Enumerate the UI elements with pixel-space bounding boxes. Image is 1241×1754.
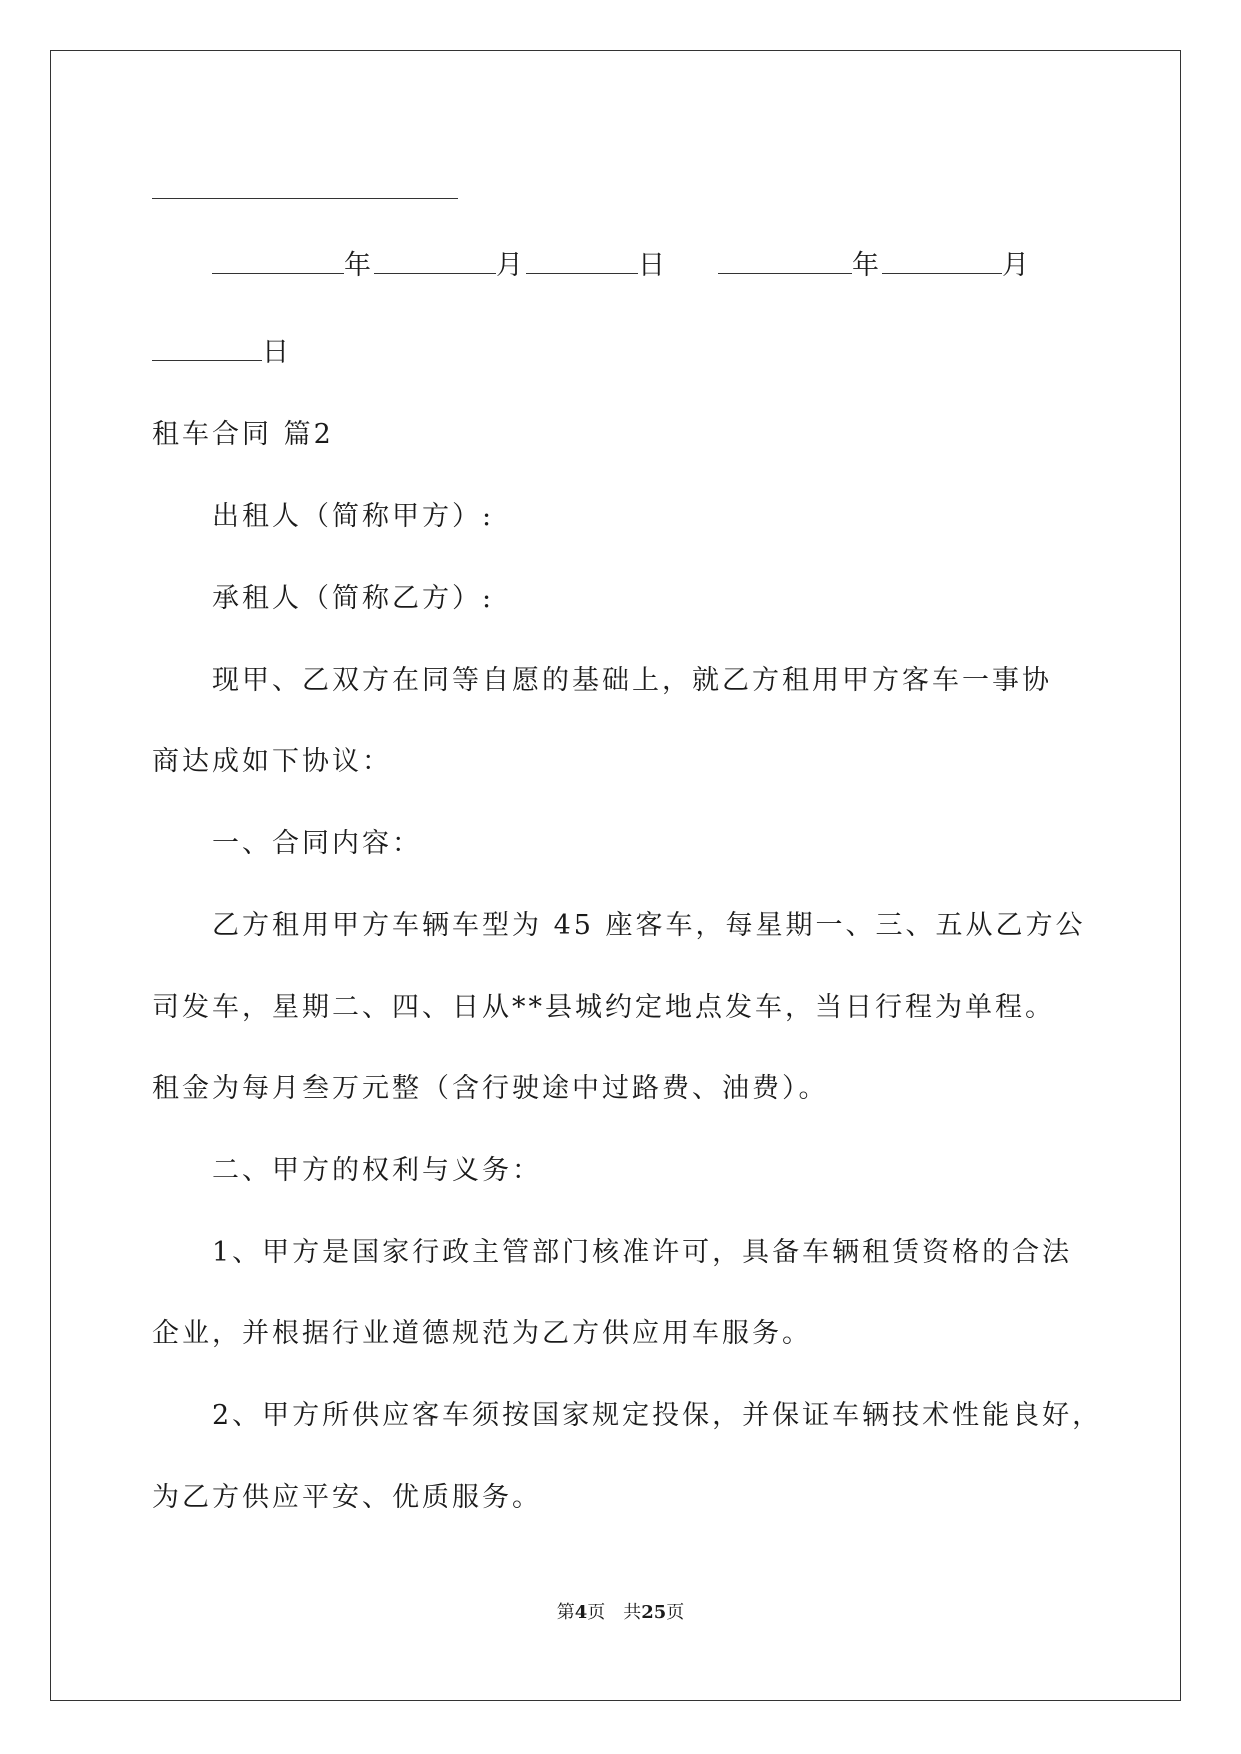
lessor-line: 出租人（简称甲方）: <box>212 501 495 532</box>
month-blank-2[interactable] <box>882 251 1002 274</box>
footer-mid: 页 共 <box>587 1602 642 1623</box>
day-blank-1[interactable] <box>526 251 638 274</box>
lessee-line: 承租人（简称乙方）: <box>212 583 495 614</box>
year-blank-2[interactable] <box>718 251 852 274</box>
day-label-2: 日 <box>262 337 292 368</box>
page-border <box>50 50 1181 1701</box>
section-title: 租车合同 篇2 <box>152 419 334 450</box>
para-3-line-2: 为乙方供应平安、优质服务。 <box>152 1482 542 1513</box>
para-2-line-2: 企业，并根据行业道德规范为乙方供应用车服务。 <box>152 1318 812 1349</box>
date-row-continued <box>152 336 292 370</box>
para-3-line-1: 2、甲方所供应客车须按国家规定投保，并保证车辆技术性能良好， <box>212 1400 1103 1431</box>
footer-total-pages: 25 <box>641 1602 667 1623</box>
year-blank-1[interactable] <box>212 251 344 274</box>
footer-prefix: 第 <box>556 1602 575 1623</box>
month-label-2: 月 <box>1002 250 1032 281</box>
date-row <box>212 249 1032 283</box>
intro-line-1: 现甲、乙双方在同等自愿的基础上，就乙方租用甲方客车一事协 <box>212 665 1052 696</box>
signature-line <box>152 198 458 199</box>
month-label-1: 月 <box>496 250 526 281</box>
heading-party-a-rights: 二、甲方的权利与义务： <box>212 1155 542 1186</box>
heading-contract-content: 一、合同内容： <box>212 828 422 859</box>
para-2-line-1: 1、甲方是国家行政主管部门核准许可，具备车辆租赁资格的合法 <box>212 1237 1073 1268</box>
footer-page-number: 4 <box>574 1602 588 1623</box>
para-1-line-3: 租金为每月叁万元整（含行驶途中过路费、油费）。 <box>152 1073 829 1104</box>
para-1-line-2: 司发车，星期二、四、日从**县城约定地点发车，当日行程为单程。 <box>152 992 1055 1023</box>
year-label-2: 年 <box>852 250 882 281</box>
year-label-1: 年 <box>344 250 374 281</box>
para-1-line-1: 乙方租用甲方车辆车型为 45 座客车，每星期一、三、五从乙方公 <box>212 910 1086 941</box>
day-blank-2[interactable] <box>152 338 262 361</box>
intro-line-2: 商达成如下协议： <box>152 746 392 777</box>
day-label-1: 日 <box>638 250 668 281</box>
footer-suffix: 页 <box>666 1602 685 1623</box>
page-footer <box>0 1602 1241 1624</box>
month-blank-1[interactable] <box>374 251 496 274</box>
